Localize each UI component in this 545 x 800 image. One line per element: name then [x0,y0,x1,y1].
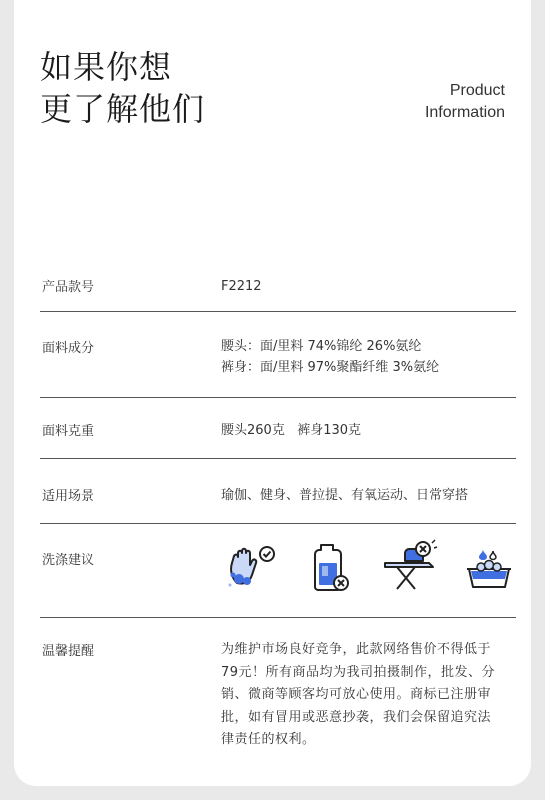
english-subtitle [425,80,505,124]
notice-line-5: 律责任的权利。 [221,732,316,747]
no-iron-icon [379,539,439,595]
title-line-1: 如果你想 [40,48,173,86]
wash-icons [221,539,511,599]
notice-line-4: 批，如有冒用或恶意抄袭，我们会保留追究法 [221,709,492,725]
notice-line-3: 销、微商等顾客均可放心使用。商标已注册审 [221,687,492,702]
code-value: F2212 [221,279,262,294]
subtitle-line-1: Product [449,82,505,99]
weight-label: 面料克重 [42,424,95,439]
no-bleach-icon [301,539,357,595]
scenes-value: 瑜伽、健身、普拉提、有氧运动、日常穿搭 [221,488,469,503]
title-line-2: 更了解他们 [40,90,206,128]
divider [40,458,516,459]
notice-line-1: 为维护市场良好竞争，此款网络售价不得低于 [221,642,492,657]
hand-wash-icon [221,539,277,595]
page-title [40,46,205,130]
divider [40,397,516,398]
fabric-label: 面料成分 [42,341,95,356]
fabric-value [221,336,511,378]
notice-label: 温馨提醒 [42,644,95,659]
fabric-line-2: 裤身：面/里料 97%聚酯纤维 3%氨纶 [221,360,440,375]
notice-text [221,639,511,752]
info-card [14,0,531,786]
notice-line-2: 79元！所有商品均为我司拍摄制作，批发、分 [221,664,496,680]
wash-basin-icon [461,539,517,595]
code-label: 产品款号 [42,280,95,295]
wash-label: 洗涤建议 [42,553,95,568]
divider [40,617,516,618]
subtitle-line-2: Information [424,104,505,121]
fabric-line-1: 腰头：面/里料 74%锦纶 26%氨纶 [221,339,422,354]
weight-value: 腰头260克 裤身130克 [221,423,362,438]
divider [40,523,516,524]
scenes-label: 适用场景 [42,489,95,504]
divider [40,311,516,312]
